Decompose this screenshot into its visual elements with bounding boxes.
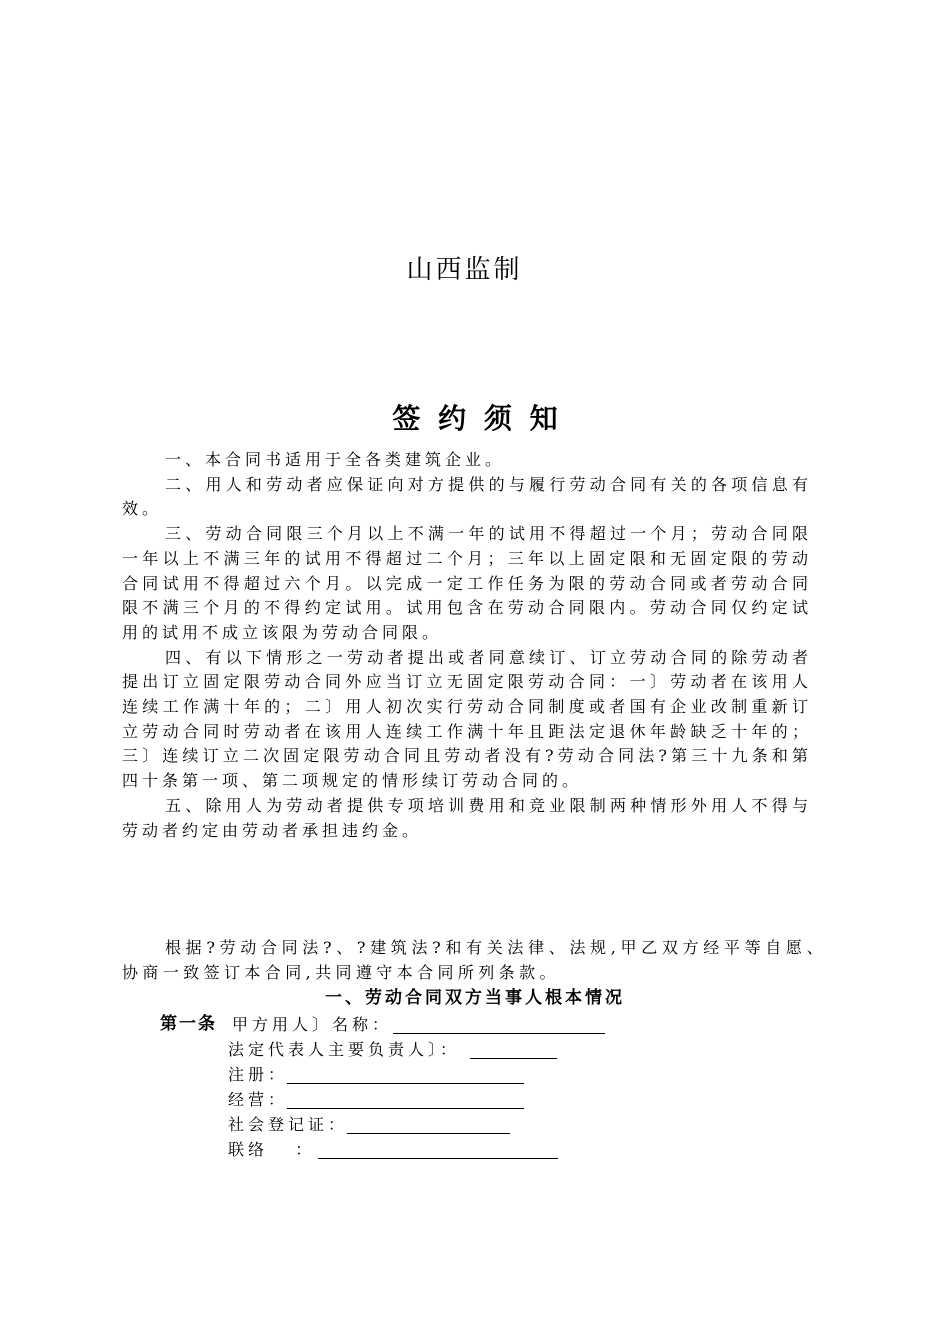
section-title: 一、劳动合同双方当事人根本情况 <box>325 988 625 1008</box>
business-label: 经营： <box>228 1090 289 1109</box>
issuer-mark: 山西监制 <box>406 255 523 285</box>
notice-item-3: 三、劳动合同限三个月以上不满一年的试用不得超过一个月；劳动合同限一年以上不满三年的试用不得超过二个月；三年以上固定限和无固定限的劳动合同试用不得超过六个月。以完成一定工作任务为限的劳动合同或者劳动合同限不满三个月的不得约定试用。试用包含在劳动合同限内。劳动合同仅约定试用的试用不成立该限为劳动合同限。 <box>122 524 812 642</box>
legal-representative-label: 法定代表人主要负责人〕： <box>228 1040 461 1059</box>
contact-row <box>0 1137 950 1162</box>
notice-title: 签 约 须 知 <box>392 402 562 435</box>
employer-name-blank <box>393 1012 605 1034</box>
contract-preamble: 根据?劳动合同法?、?建筑法?和有关法律、法规,甲乙双方经平等自愿、协商一致签订本合同,共同遵守本合同所列条款。 <box>122 938 827 982</box>
legal-representative-row <box>0 1037 950 1062</box>
notice-item-1: 一、本合同书适用于全各类建筑企业。 <box>165 450 506 469</box>
social-registration-label: 社会登记证： <box>228 1115 349 1134</box>
employer-name-row <box>0 1012 950 1037</box>
business-blank <box>287 1087 524 1109</box>
social-registration-blank <box>347 1112 510 1134</box>
notice-item-5: 五、除用人为劳动者提供专项培训费用和竞业限制两种情形外用人不得与劳动者约定由劳动者承担违约金。 <box>122 795 812 840</box>
notice-body <box>122 448 812 843</box>
registration-row <box>0 1062 950 1087</box>
article-label: 第一条 <box>160 1014 217 1034</box>
employer-name-label: 甲方用人〕名称： <box>232 1015 393 1034</box>
notice-item-4: 四、有以下情形之一劳动者提出或者同意续订、订立劳动合同的除劳动者提出订立固定限劳动合同外应当订立无固定限劳动合同：一〕劳动者在该用人连续工作满十年的；二〕用人初次实行劳动合同制度或者国有企业改制重新订立劳动合同时劳动者在该用人连续工作满十年且距法定退休年龄缺乏十年的；三〕连续订立二次固定限劳动合同且劳动者没有?劳动合同法?第三十九条和第四十条第一项、第二项规定的情形续订劳动合同的。 <box>122 647 812 791</box>
notice-item-2: 二、用人和劳动者应保证向对方提供的与履行劳动合同有关的各项信息有效。 <box>122 474 812 519</box>
social-registration-row <box>0 1112 950 1137</box>
legal-representative-blank <box>470 1037 557 1059</box>
business-row <box>0 1087 950 1112</box>
registration-blank <box>287 1062 524 1084</box>
contact-label: 联络 ： <box>228 1140 316 1159</box>
registration-label: 注册： <box>228 1065 289 1084</box>
contact-blank <box>318 1137 558 1159</box>
